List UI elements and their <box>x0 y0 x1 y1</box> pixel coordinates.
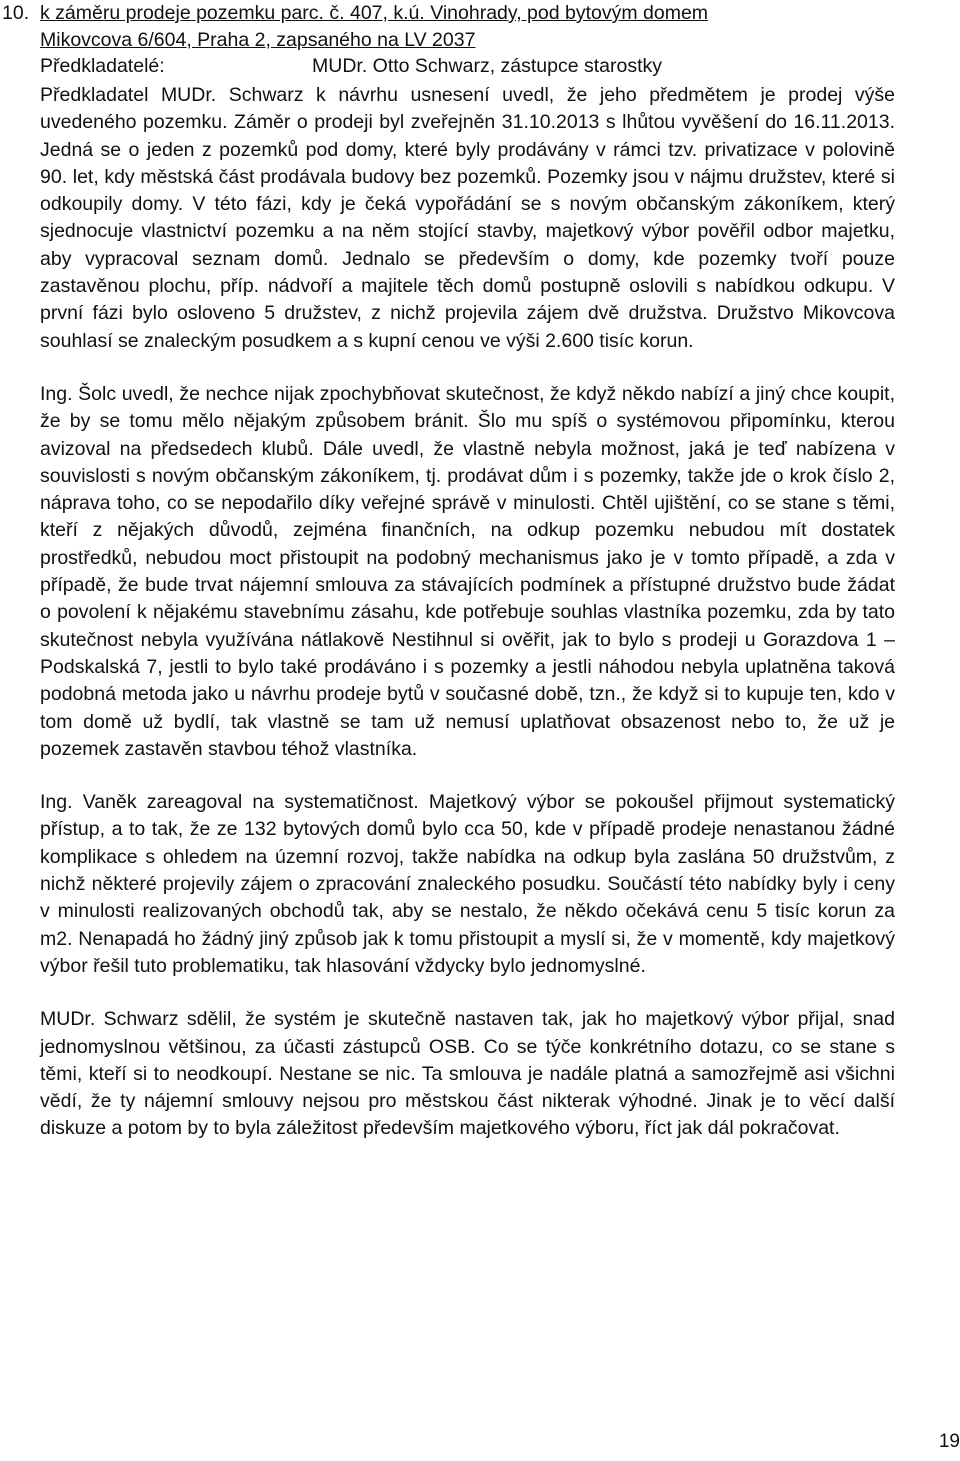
paragraph-schwarz-reply: MUDr. Schwarz sdělil, že systém je skutečně nastaven tak, jak ho majetkový výbor přijal, snad jednomyslnou většinou, za účasti zástupců OSB. Co se týče konkrétního dotazu, co se stane s těmi, kteří si to neodkoupí. Nestane se nic. Ta smlouva je nadále platná a samozřejmě asi všichni vědí, že ty nájemní smlouvy nejsou pro městskou část nikterak výhodné. Jinak je to věcí další diskuze a potom by to byla záležitost především majetkového výboru, říct jak dál pokračovat. <box>40 1008 895 1140</box>
minutes-body <box>40 82 895 1143</box>
presenter-value: MUDr. Otto Schwarz, zástupce starostky <box>312 55 663 77</box>
agenda-item-title-line-2: Mikovcova 6/604, Praha 2, zapsaného na LV 2037 <box>40 28 476 51</box>
agenda-item-presenter <box>40 53 900 80</box>
paragraph-vanek: Ing. Vaněk zareagoval na systematičnost. Majetkový výbor se pokoušel přijmout systematický přístup, a to tak, že ze 132 bytových domů bylo cca 50, kde v případě prodeje nenastanou žádné komplikace s ohledem na územní rozvoj, takže nabídka na odkup byla zaslána 50 družstvům, z nichž některé projevily zájem o zpracování znaleckého posudku. Součástí této nabídky byly i ceny v minulosti realizovaných obchodů tak, aby se nestalo, že někdo očekává cenu 5 tisíc korun za m2. Nenapadá ho žádný jiný způsob jak k tomu přistoupit a myslí si, že v momentě, kdy majetkový výbor řešil tuto problematiku, tak hlasování vždycky bylo jednomyslné. <box>40 791 895 977</box>
page-number: 19 <box>938 1431 960 1452</box>
paragraph-schwarz-intro: Předkladatel MUDr. Schwarz k návrhu usnesení uvedl, že jeho předmětem je prodej výše uvedeného pozemku. Záměr o prodeji byl zveřejněn 31.10.2013 s lhůtou vyvěšení do 16.11.2013. Jedná se o jeden z pozemků pod domy, které byly prodávány v rámci tzv. privatizace v polovině 90. let, kdy městská část prodávala budovy bez pozemků. Pozemky jsou v nájmu družstev, které si odkoupily domy. V této fázi, kdy je čeká vypořádání se s novým občanským zákoníkem, který sjednocuje vlastnictví pozemku a na něm stojící stavby, majetkový výbor pověřil odbor majetku, aby vypracoval seznam domů. Jednalo se především o domy, kde pozemky tvoří pouze zastavěnou plochu, příp. nádvoří a majitele těch domů postupně oslovili s nabídkou odkupu. V první fázi bylo osloveno 5 družstev, z nichž projevila zájem dvě družstva. Družstvo Mikovcova souhlasí se znaleckým posudkem a s kupní cenou ve výši 2.600 tisíc korun. <box>40 84 895 352</box>
agenda-item-number: 10. <box>2 2 30 24</box>
agenda-item-title-line-1: k záměru prodeje pozemku parc. č. 407, k.ú. Vinohrady, pod bytovým domem <box>40 2 709 24</box>
presenter-label: Předkladatelé: <box>40 55 165 77</box>
paragraph-solc: Ing. Šolc uvedl, že nechce nijak zpochybňovat skutečnost, že když někdo nabízí a jiný chce koupit, že by se tomu mělo nějakým způsobem bránit. Šlo mu spíš o systémovou připomínku, kterou avizoval na předsedech klubů. Dále uvedl, že vlastně nebyla možnost, jaká je teď nabízena v souvislosti s novým občanským zákoníkem, tj. prodávat dům i s pozemky, takže jde o krok číslo 2, náprava toho, co se nepodařilo díky veřejné správě v minulosti. Chtěl ujištění, co se stane s těmi, kteří z nějakých důvodů, zejména finančních, na odkup pozemku nebudou mít dostatek prostředků, nebudou moct přistoupit na podobný mechanismus jako je v tomto případě, a zda v případě, že bude trvat nájemní smlouva za stávajících podmínek a přístupné družstvo bude žádat o povolení k nějakému stavebnímu zásahu, kde potřebuje souhlas vlastníka pozemku, zda by tato skutečnost nebyla využívána nátlakově Nestihnul si ověřit, jak to bylo s prodeji u Gorazdova 1 – Podskalská 7, jestli to bylo také prodáváno i s pozemky a jestli náhodou nebyla uplatněna taková podobná metoda jako u návrhu prodeje bytů v současné době, tzn., že když si to kupuje ten, kdo v tom domě už bydlí, tak vlastně se tam už nemusí uplatňovat obsazenost nebo to, že už je pozemek zastavěn stavbou téhož vlastníka. <box>40 382 895 760</box>
